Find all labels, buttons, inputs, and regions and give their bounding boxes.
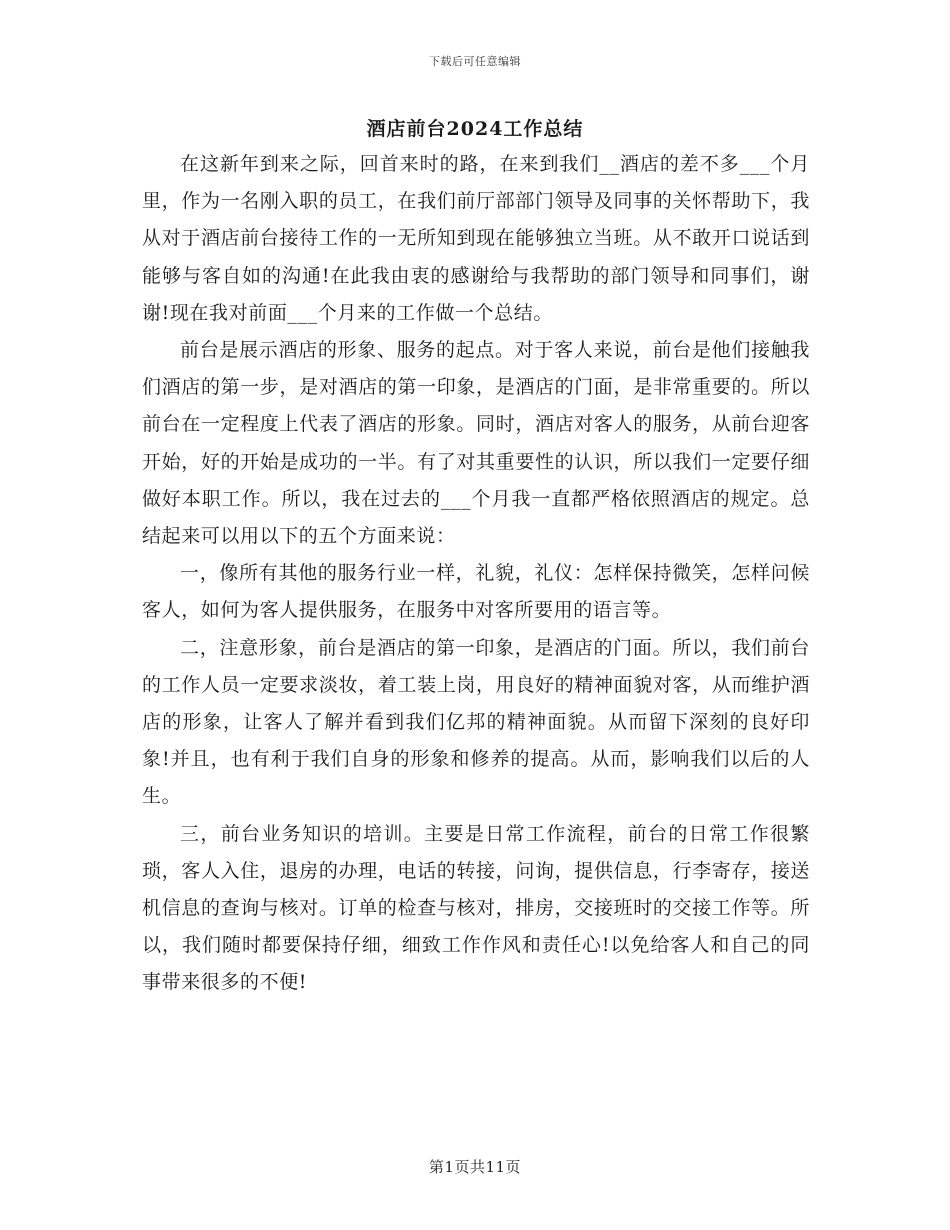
header-note: 下载后可任意编辑 <box>429 55 521 68</box>
paragraph-point-three: 三，前台业务知识的培训。主要是日常工作流程，前台的日常工作很繁琐，客人入住，退房的办理，电话的转接，问询，提供信息，行李寄存，接送机信息的查询与核对。订单的检查与核对，排房，交接班时的交接工作等。所以，我们随时都要保持仔细，细致工作作风和责任心!以免给客人和自己的同事带来很多的不便! <box>142 822 810 994</box>
paragraph-point-one: 一，像所有其他的服务行业一样，礼貌，礼仪：怎样保持微笑，怎样问候客人，如何为客人提供服务，在服务中对客所要用的语言等。 <box>142 562 810 622</box>
document-body <box>142 146 810 1002</box>
paragraph-point-two: 二，注意形象，前台是酒店的第一印象，是酒店的门面。所以，我们前台的工作人员一定要求淡妆，着工装上岗，用良好的精神面貌对客，从而维护酒店的形象，让客人了解并看到我们亿邦的精神面貌。从而留下深刻的良好印象!并且，也有利于我们自身的形象和修养的提高。从而，影响我们以后的人生。 <box>142 636 810 808</box>
paragraph-front-desk-role: 前台是展示酒店的形象、服务的起点。对于客人来说，前台是他们接触我们酒店的第一步，是对酒店的第一印象，是酒店的门面，是非常重要的。所以前台在一定程度上代表了酒店的形象。同时，酒店对客人的服务，从前台迎客开始，好的开始是成功的一半。有了对其重要性的认识，所以我们一定要仔细做好本职工作。所以，我在过去的___个月我一直都严格依照酒店的规定。总结起来可以用以下的五个方面来说： <box>142 339 810 548</box>
paragraph-intro: 在这新年到来之际，回首来时的路，在来到我们__酒店的差不多___个月里，作为一名刚入职的员工，在我们前厅部部门领导及同事的关怀帮助下，我从对于酒店前台接待工作的一无所知到现在能够独立当班。从不敢开口说话到能够与客自如的沟通!在此我由衷的感谢给与我帮助的部门领导和同事们，谢谢!现在我对前面___个月来的工作做一个总结。 <box>142 153 810 324</box>
document-title: 酒店前台2024工作总结 <box>366 118 584 140</box>
page-number: 第1页共11页 <box>428 1158 522 1176</box>
